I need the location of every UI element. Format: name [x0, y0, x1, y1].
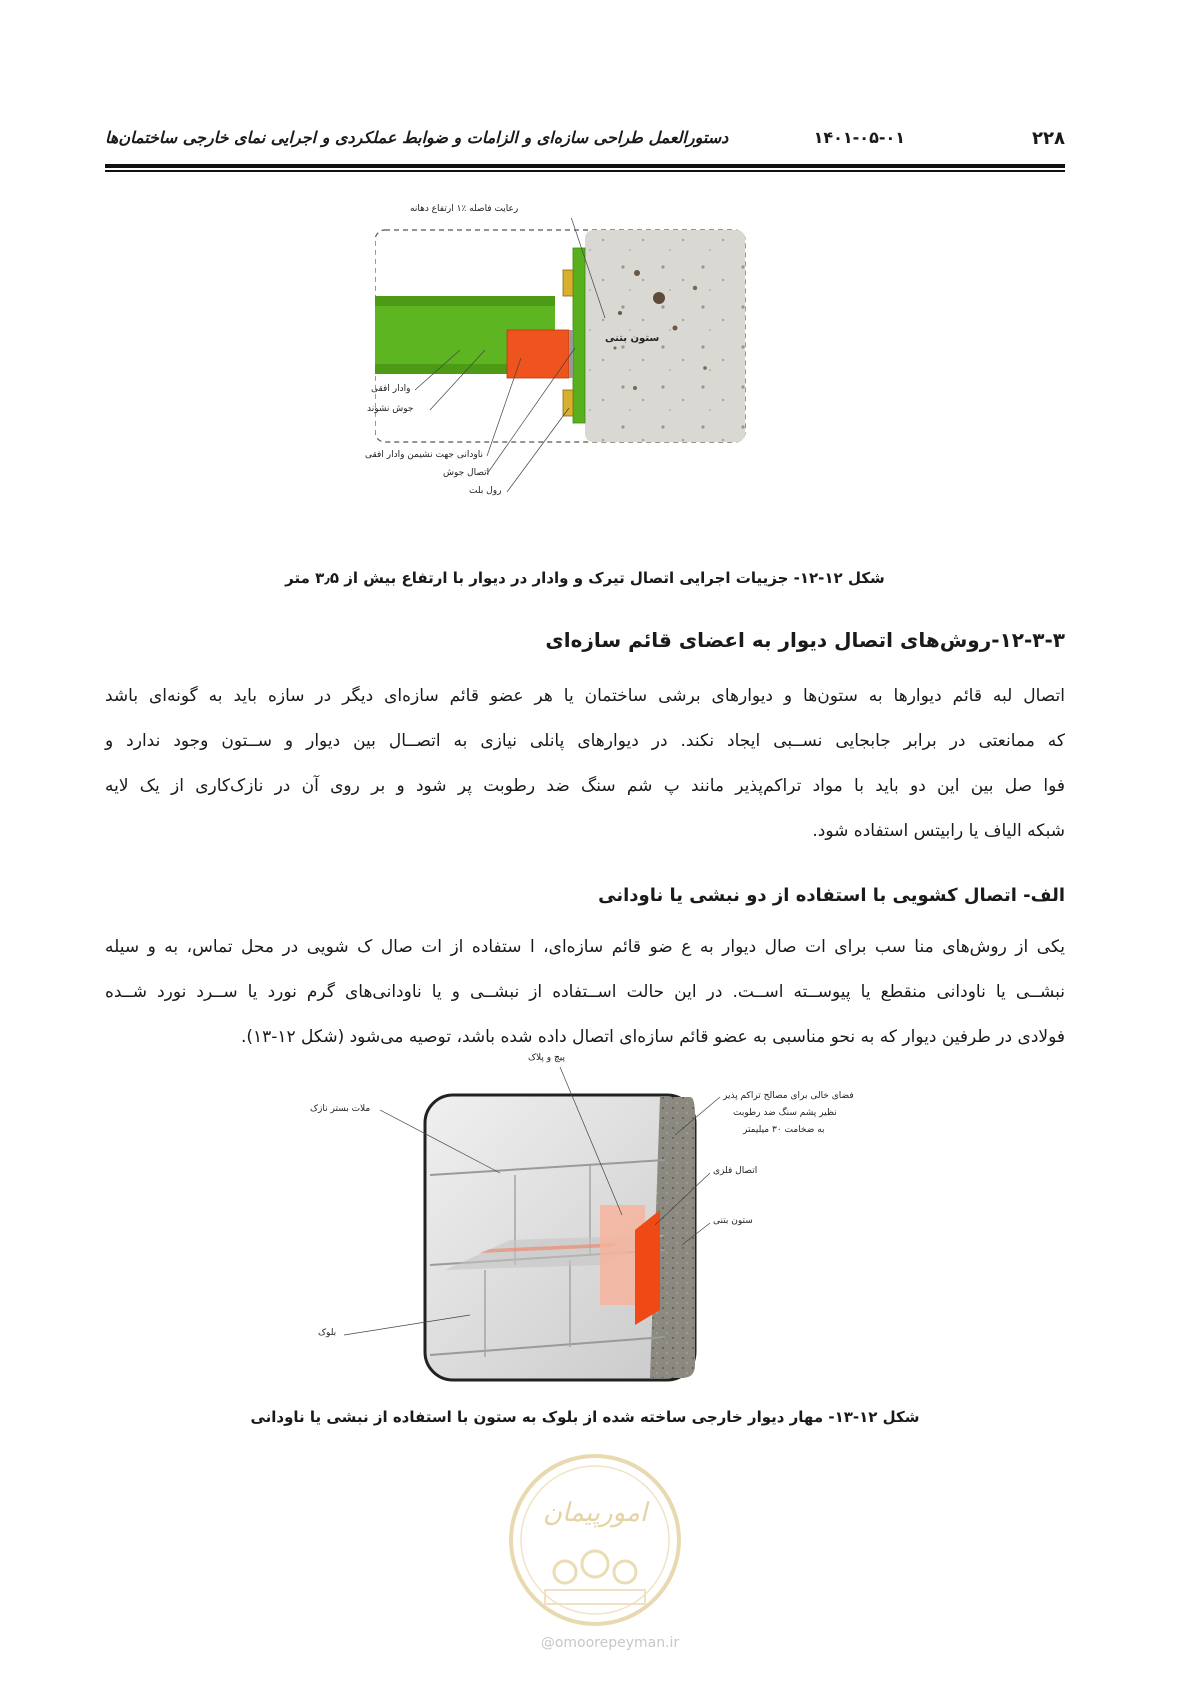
- figure-12-13-caption: شکل ۱۲-۱۳- مهار دیوار خارجی ساخته شده از بلوک به ستون با استفاده از نبشی یا ناودانی: [250, 1408, 920, 1426]
- label-weld-connection: اتصال جوش: [443, 468, 490, 478]
- page-header: [105, 128, 1065, 158]
- label-concrete-column: ستون بتنی: [605, 333, 660, 344]
- label-concrete-column: ستون بتنی: [713, 1216, 753, 1226]
- section-heading: ۱۲-۳-۳-روش‌های اتصال دیوار به اعضای قائم سازه‌ای: [545, 628, 1065, 652]
- figure-12-13: [270, 1053, 910, 1395]
- paragraph-line: یکی از روش‌های منا سب برای ات صال دیوار به ع ضو قائم سازه‌ای، ا ستفاده از ات صال ک شویی در محل تماس، به و سیله: [105, 937, 1065, 957]
- label-void-fill-line3: به ضخامت ۳۰ میلیمتر: [743, 1125, 825, 1135]
- paragraph-line: فولادی در طرفین دیوار که به نحو مناسبی به عضو قائم سازه‌ای اتصال داده شده باشد، توصیه می‌شود (شکل ۱۲-۱۳).: [240, 1027, 1065, 1047]
- paragraph-line: شبکه الیاف یا رابیتس استفاده شود.: [812, 821, 1065, 841]
- label-horizontal-brace: وادار افقی: [371, 384, 411, 394]
- section-paragraph: [105, 674, 1065, 854]
- paragraph-line: نبشــی یا ناودانی منقطع یا پیوســته اســت. در این حالت اســتفاده از نبشــی و یا ناودانی‌های گرم نورد یا ســرد نورد شــده: [105, 982, 1065, 1002]
- header-title: دستورالعمل طراحی سازه‌ای و الزامات و ضوابط عملکردی و اجرایی نمای خارجی ساختمان‌ها: [105, 128, 729, 147]
- subsection-paragraph: [105, 925, 1065, 1060]
- figure-12-12-caption: شکل ۱۲-۱۲- جزییات اجرایی اتصال تیرک و وادار در دیوار با ارتفاع بیش از ۳٫۵ متر: [285, 569, 885, 587]
- page-number: ۲۲۸: [1032, 128, 1065, 149]
- paragraph-line: فوا صل بین این دو باید با مواد تراکم‌پذیر مانند پ شم سنگ ضد رطوبت پر شود و بر روی آن در نازک‌کاری از یک لایه: [105, 776, 1065, 796]
- figure-12-12-drawing: [375, 218, 795, 543]
- header-date: ۱۴۰۱-۰۵-۰۱: [813, 128, 905, 147]
- watermark-url: @omoorepeyman.ir: [540, 1635, 680, 1651]
- label-channel-seat: ناودانی جهت نشیمن وادار افقی: [365, 450, 483, 460]
- label-void-fill-line2: نظیر پشم سنگ ضد رطوبت: [733, 1108, 837, 1118]
- label-anchor-bolt: رول بلت: [469, 486, 502, 496]
- label-no-weld: جوش نشوند: [367, 404, 414, 414]
- watermark-logo: [505, 1450, 685, 1630]
- header-rule-thin: [105, 170, 1065, 172]
- paragraph-line: اتصال لبه قائم دیوارها به ستون‌ها و دیوارهای برشی ساختمان یا هر عضو قائم سازه‌ای دیگر در سازه باید به گونه‌ای باشد: [105, 686, 1065, 706]
- watermark-text: امورپیمان: [542, 1498, 648, 1528]
- label-void-fill-line1: فضای خالی برای مصالح تراکم پذیر: [723, 1091, 854, 1101]
- subsection-heading: الف- اتصال کشویی با استفاده از دو نبشی یا ناودانی: [598, 885, 1065, 906]
- label-metal-connection: اتصال فلزی: [713, 1166, 758, 1176]
- label-spacing: رعایت فاصله ٪۱ ارتفاع دهانه: [410, 204, 519, 214]
- paragraph-line: که ممانعتی در برابر جابجایی نســبی ایجاد نکند. در دیوارهای پانلی نیازی به اتصــال بین دیوار و ســتون وجود ندارد و: [105, 731, 1065, 751]
- label-thin-mortar: ملات بستر نازک: [310, 1104, 371, 1114]
- figure-12-12: [365, 204, 795, 543]
- label-block: بلوک: [318, 1328, 337, 1338]
- label-screw-plate: پیچ و پلاک: [528, 1053, 566, 1063]
- header-rule-thick: [105, 164, 1065, 168]
